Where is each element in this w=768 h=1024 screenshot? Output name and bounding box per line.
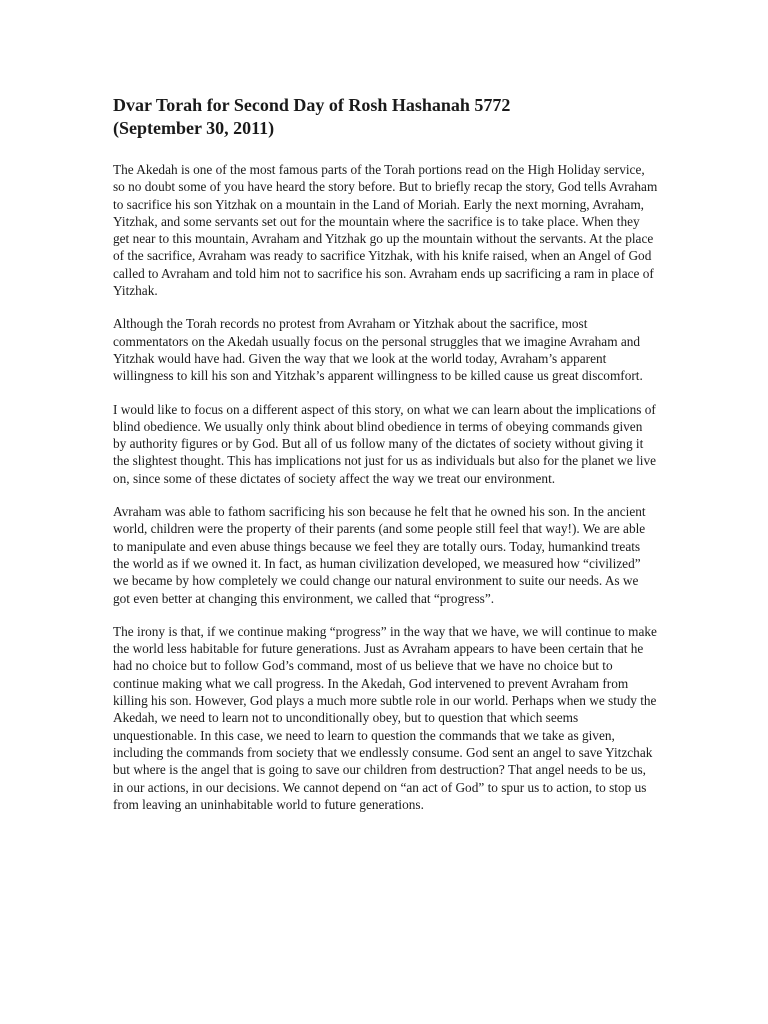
paragraph-4: Avraham was able to fathom sacrificing his son because he felt that he owned his son. In the ancient world, children were the property of their parents (and some people still feel that way!). We are able to manipulate and even abuse things because we feel they are totally ours. Today, humankind treats the world as if we owned it. In fact, as human civilization developed, we measured how “civilized” we became by how completely we could change our natural environment to suite our needs. As we got even better at changing this environment, we called that “progress”. bbox=[113, 504, 646, 606]
paragraph-1: The Akedah is one of the most famous parts of the Torah portions read on the High Holiday service, so no doubt some of you have heard the story before. But to briefly recap the story, God tells Avraham to sacrifice his son Yitzhak on a mountain in the Land of Moriah. Early the next morning, Avraham, Yitzhak, and some servants set out for the mountain where the sacrifice is to take place. When they get near to this mountain, Avraham and Yitzhak go up the mountain without the servants. At the place of the sacrifice, Avraham was ready to sacrifice Yitzhak, with his knife raised, when an Angel of God called to Avraham and told him not to sacrifice his son. Avraham ends up sacrificing a ram in place of Yitzhak. bbox=[113, 162, 658, 299]
title-line-1: Dvar Torah for Second Day of Rosh Hashanah 5772 bbox=[113, 95, 511, 115]
document-title bbox=[113, 94, 658, 140]
title-line-2: (September 30, 2011) bbox=[113, 118, 275, 138]
paragraph-2: Although the Torah records no protest from Avraham or Yitzhak about the sacrifice, most commentators on the Akedah usually focus on the personal struggles that we imagine Avraham and Yitzhak would have had. Given the way that we look at the world today, Avraham’s apparent willingness to kill his son and Yitzhak’s apparent willingness to be killed cause us great discomfort. bbox=[113, 316, 643, 384]
paragraph-3: I would like to focus on a different aspect of this story, on what we can learn about the implications of blind obedience. We usually only think about blind obedience in terms of obeying commands given by authority figures or by God. But all of us follow many of the dictates of society without giving it the slightest thought. This has implications not just for us as individuals but also for the planet we live on, since some of these dictates of society affect the way we treat our environment. bbox=[113, 401, 657, 486]
document-page bbox=[113, 94, 658, 829]
paragraph-5: The irony is that, if we continue making “progress” in the way that we have, we will continue to make the world less habitable for future generations. Just as Avraham appears to have been certain that he had no choice but to follow God’s command, most of us believe that we have no choice but to continue making what we call progress. In the Akedah, God intervened to prevent Avraham from killing his son. However, God plays a much more subtle role in our world. Perhaps when we study the Akedah, we need to learn not to unconditionally obey, but to question that which seems unquestionable. In this case, we need to learn to question the commands that we take as given, including the commands from society that we endlessly consume. God sent an angel to save Yitzchak but where is the angel that is going to save our children from destruction? That angel needs to be us, in our actions, in our decisions. We cannot depend on “an act of God” to spur us to action, to stop us from leaving an uninhabitable world to future generations. bbox=[113, 623, 657, 812]
